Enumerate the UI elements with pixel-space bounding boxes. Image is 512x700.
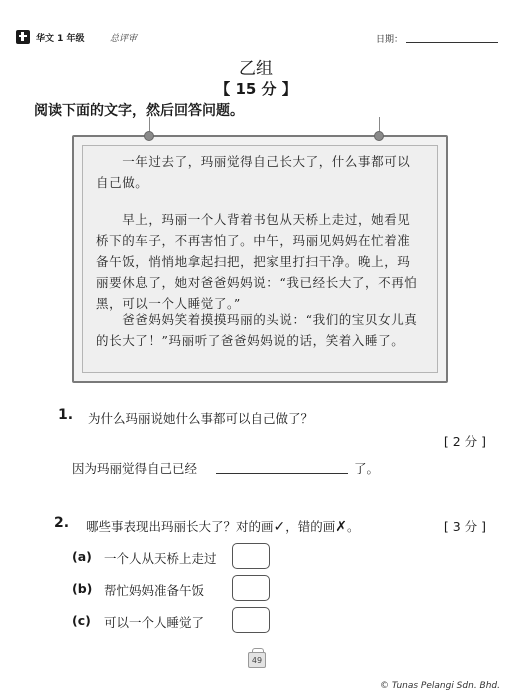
question-2-text-a: 哪些事表现出玛丽长大了？对的画 <box>86 519 274 534</box>
passage-paragraph: 一年过去了，玛丽觉得自己长大了，什么事都可以自己做。 <box>96 154 411 190</box>
answer-1-prefix: 因为玛丽觉得自己已经 <box>72 461 198 476</box>
section-title: 乙组 <box>239 59 273 79</box>
publisher-logo-icon <box>16 30 30 44</box>
date-label: 日期： <box>376 35 404 45</box>
page-header <box>14 30 498 46</box>
question-2-marks: [ 3 分 ] <box>443 519 486 534</box>
date-field-line <box>406 42 498 43</box>
pin-icon <box>144 131 154 141</box>
option-b-label: (b) <box>72 581 93 596</box>
option-b-text: 帮忙妈妈准备午饭 <box>104 583 205 598</box>
page-number: 49 <box>248 652 266 668</box>
assessment-label: 总评审 <box>110 34 138 44</box>
question-2-text-b: ，错的画 <box>285 519 336 534</box>
option-c-label: (c) <box>72 613 91 628</box>
passage-board <box>72 135 448 383</box>
passage-paragraph: 早上，玛丽一个人背着书包从天桥上走过，她看见桥下的车子，不再害怕了。中午，玛丽见妈妈在忙着准备午饭，悄悄地拿起扫把，把家里打扫干净。晚上，玛丽要休息了，她对爸爸妈妈说：“我已经长大了，不再怕黑，可以一个人睡觉了。” <box>96 212 418 311</box>
option-a-text: 一个人从天桥上走过 <box>104 551 217 566</box>
option-c-answer-box[interactable] <box>232 607 270 633</box>
instruction-text: 阅读下面的文字，然后回答问题。 <box>34 103 244 119</box>
question-2-text <box>86 517 360 535</box>
option-b-answer-box[interactable] <box>232 575 270 601</box>
answer-1-suffix: 了。 <box>354 461 380 476</box>
question-2-text-c: 。 <box>347 519 360 534</box>
option-a-label: (a) <box>72 549 92 564</box>
question-1-number: 1. <box>58 407 74 423</box>
copyright-notice: © Tunas Pelangi Sdn. Bhd. <box>380 681 500 691</box>
option-a-answer-box[interactable] <box>232 543 270 569</box>
question-2-number: 2. <box>54 515 70 531</box>
question-1-marks: [ 2 分 ] <box>443 434 486 449</box>
pin-icon <box>374 131 384 141</box>
option-c-text: 可以一个人睡觉了 <box>104 615 205 630</box>
section-score: 【 15 分 】 <box>215 80 297 98</box>
subject-label: 华文 1 年级 <box>36 34 85 44</box>
question-1-text: 为什么玛丽说她什么事都可以自己做了？ <box>88 411 314 426</box>
passage-paragraph: 爸爸妈妈笑着摸摸玛丽的头说：“我们的宝贝女儿真的长大了！”玛丽听了爸爸妈妈说的话，笑着入睡了。 <box>96 312 418 348</box>
answer-1-blank[interactable] <box>216 473 348 474</box>
check-mark-icon: ✓ <box>273 519 286 535</box>
cross-mark-icon: ✗ <box>335 519 347 535</box>
